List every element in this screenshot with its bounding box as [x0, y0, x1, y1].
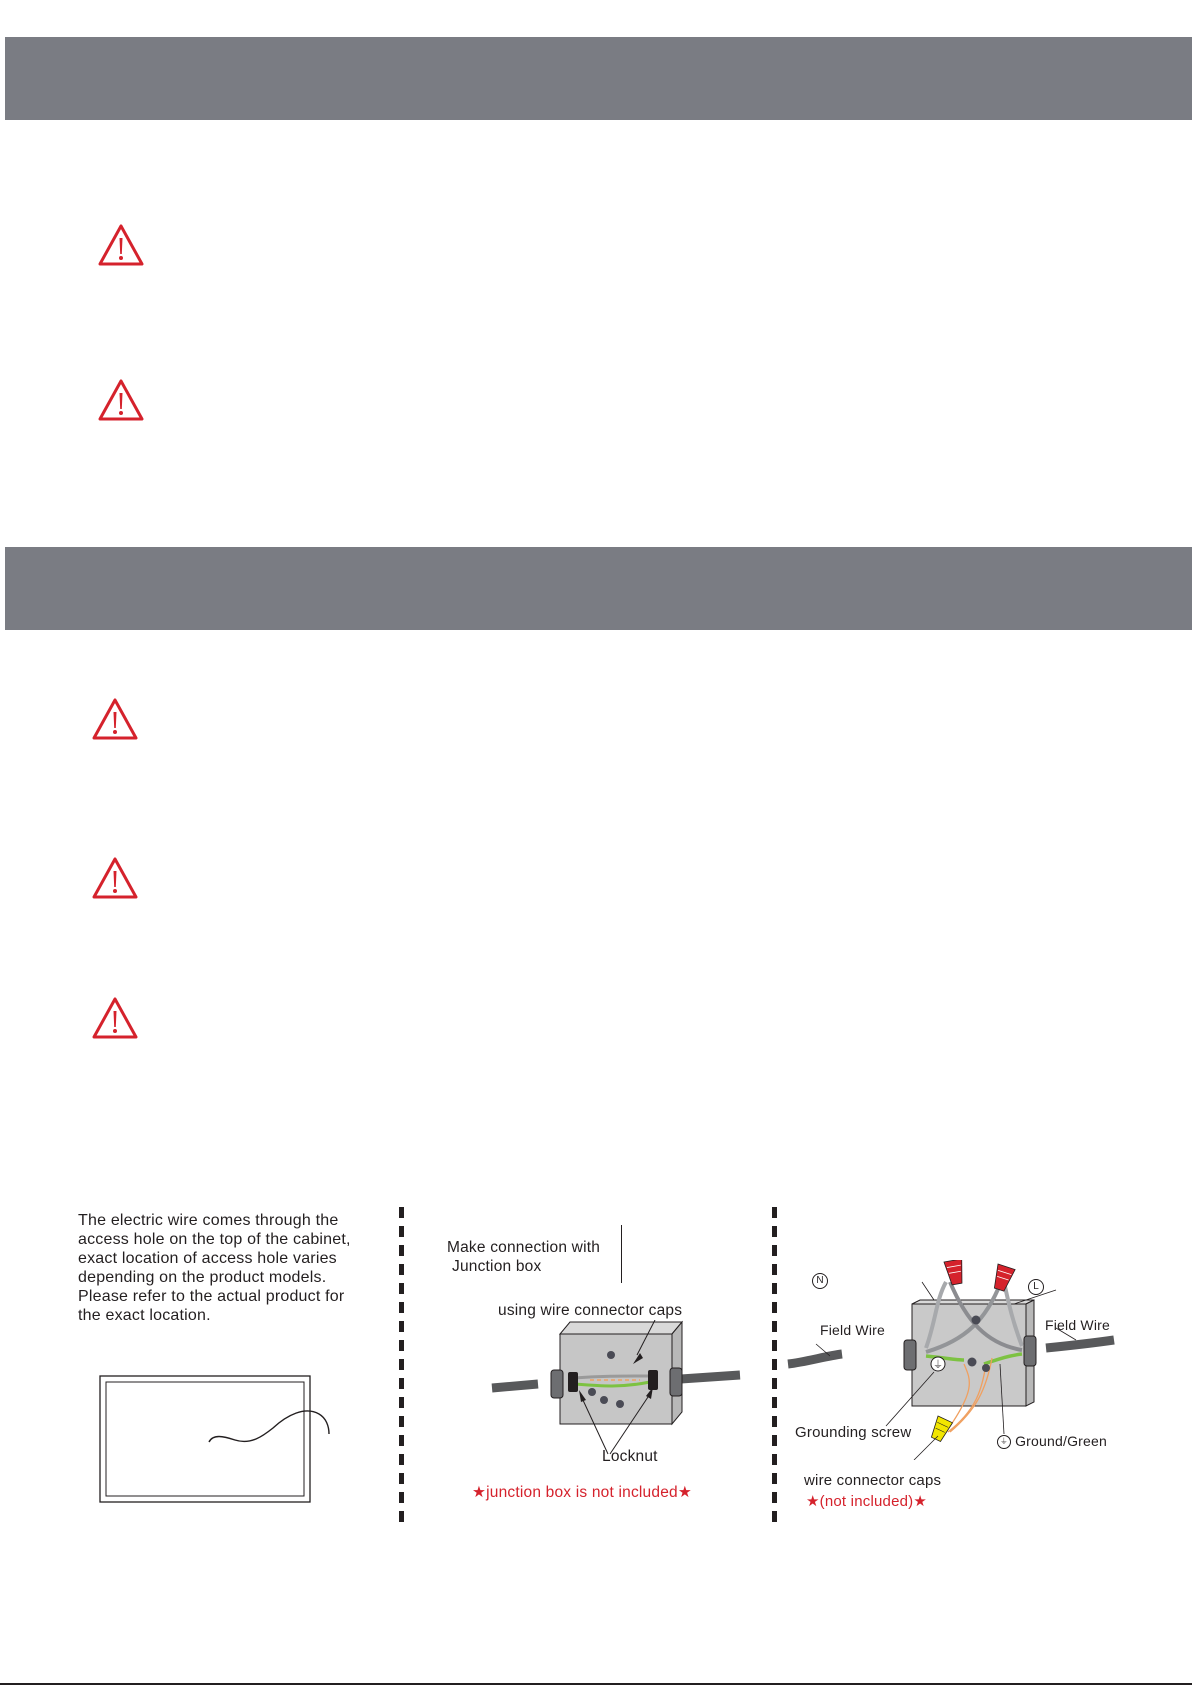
warning-icon [97, 223, 145, 267]
description-line: The electric wire comes through the [78, 1212, 339, 1229]
description-line: depending on the product models. [78, 1269, 327, 1286]
description-line: exact location of access hole varies [78, 1250, 337, 1267]
field-wire-left-label: Field Wire [820, 1322, 886, 1338]
divider-line [621, 1225, 622, 1283]
description-line: access hole on the top of the cabinet, [78, 1231, 351, 1248]
svg-text:⏚: ⏚ [933, 1360, 943, 1371]
star-icon: ★ [472, 1484, 487, 1501]
description-line: Please refer to the actual product for [78, 1288, 345, 1305]
star-icon: ★ [913, 1493, 927, 1510]
not-included-text: (not included) [819, 1493, 914, 1510]
wire-connector-caps-label: using wire connector caps [498, 1302, 683, 1319]
ground-green-label [997, 1432, 1107, 1451]
field-wire-right-label: Field Wire [1045, 1317, 1111, 1333]
section-header-band-2 [5, 547, 1192, 630]
junction-box-note [472, 1483, 692, 1502]
warning-icon [91, 996, 139, 1040]
panel-separator [772, 1207, 777, 1527]
warning-icon [97, 378, 145, 422]
warning-icon [91, 697, 139, 741]
junction-box-instruction [447, 1238, 600, 1276]
panel-separator [399, 1207, 404, 1527]
neutral-symbol: N [812, 1273, 828, 1289]
warning-icon [91, 856, 139, 900]
locknut-label: Locknut [602, 1448, 658, 1465]
grounding-screw-label: Grounding screw [795, 1424, 912, 1441]
ground-green-text: Ground/Green [1015, 1433, 1107, 1449]
section-header-band-1 [5, 37, 1192, 120]
star-icon: ★ [806, 1493, 820, 1510]
instruction-line: Junction box [452, 1258, 542, 1275]
not-included-note [806, 1492, 927, 1511]
star-icon: ★ [677, 1484, 692, 1501]
live-symbol: L [1028, 1279, 1044, 1295]
junction-box-diagram [490, 1320, 745, 1465]
junction-box-note-text: junction box is not included [486, 1484, 678, 1501]
wire-connector-caps-label-right: wire connector caps [804, 1472, 942, 1489]
description-line: the exact location. [78, 1307, 211, 1324]
ground-icon: ⏚ [997, 1435, 1011, 1449]
wire-access-description [78, 1211, 351, 1325]
cabinet-wire-illustration [95, 1370, 345, 1505]
instruction-line: Make connection with [447, 1239, 601, 1256]
